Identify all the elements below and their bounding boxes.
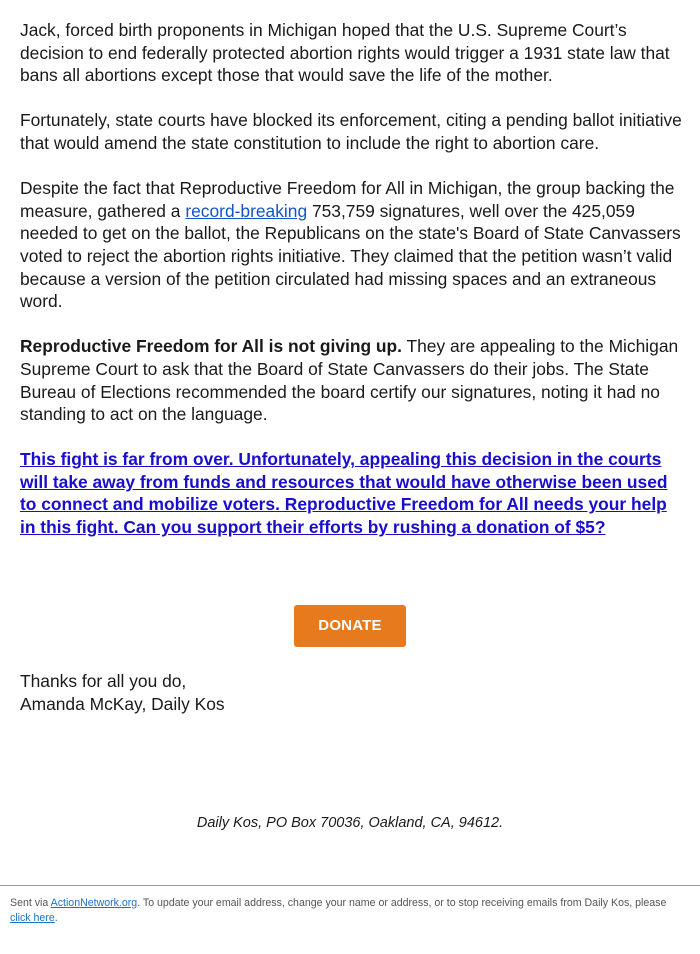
footer-middle-text: . To update your email address, change your name or address, or to stop receiving emails from Daily Kos, please <box>137 897 667 909</box>
footer-end-text: . <box>54 911 58 924</box>
footer-sent-via: Sent via <box>10 897 51 909</box>
paragraph-signatures <box>20 177 684 313</box>
actionnetwork-link[interactable]: ActionNetwork.org <box>50 897 138 909</box>
paragraph-intro: Jack, forced birth proponents in Michigan hoped that the U.S. Supreme Court’s decision to end federally protected abortion rights would trigger a 1931 state law that bans all abortions except those that would save the life of the mother. <box>20 20 670 86</box>
record-breaking-link[interactable]: record-breaking <box>185 200 308 221</box>
unsubscribe-link[interactable]: click here <box>10 911 55 924</box>
donate-button[interactable]: DONATE <box>294 605 406 647</box>
donation-ask-link[interactable]: This fight is far from over. Unfortunately, appealing this decision in the courts will take away from funds and resources that would have otherwise been used to connect and mobilize voters. Reproductive Freedom for All needs your help in this fight. Can you support their efforts by rushing a donation of $5? <box>20 449 668 538</box>
mailing-address: Daily Kos, PO Box 70036, Oakland, CA, 94612. <box>196 815 504 831</box>
paragraph-signatures-start: Despite the fact that Reproductive Freedom for All in Michigan, the group backing the measure, gathered a <box>20 178 675 221</box>
email-body <box>20 19 684 561</box>
paragraph-courts-blocked: Fortunately, state courts have blocked its enforcement, citing a pending ballot initiative that would amend the state constitution to include the right to abortion care. <box>20 110 682 153</box>
paragraph-appeal-text: They are appealing to the Michigan Supreme Court to ask that the Board of State Canvassers do their jobs. The State Bureau of Elections recommended the board certify our signatures, noting it had no standing to act on the language. <box>20 336 679 425</box>
signoff <box>20 670 225 716</box>
footer-divider <box>0 885 700 886</box>
signoff-signature: Amanda McKay, Daily Kos <box>20 694 225 714</box>
donation-ask <box>20 448 684 538</box>
footer-note <box>10 896 680 925</box>
donate-container <box>0 605 700 647</box>
paragraph-signatures-end: 753,759 signatures, well over the 425,059 needed to get on the ballot, the Republicans on the state's Board of State Canvassers voted to reject the abortion rights initiative. They claimed that the petition wasn’t valid because a version of the petition circulated had missing spaces and an extraneous word. <box>20 200 681 312</box>
signoff-thanks: Thanks for all you do, <box>20 671 187 691</box>
paragraph-appeal <box>20 335 684 425</box>
not-giving-up-heading: Reproductive Freedom for All is not giving up. <box>20 336 402 357</box>
